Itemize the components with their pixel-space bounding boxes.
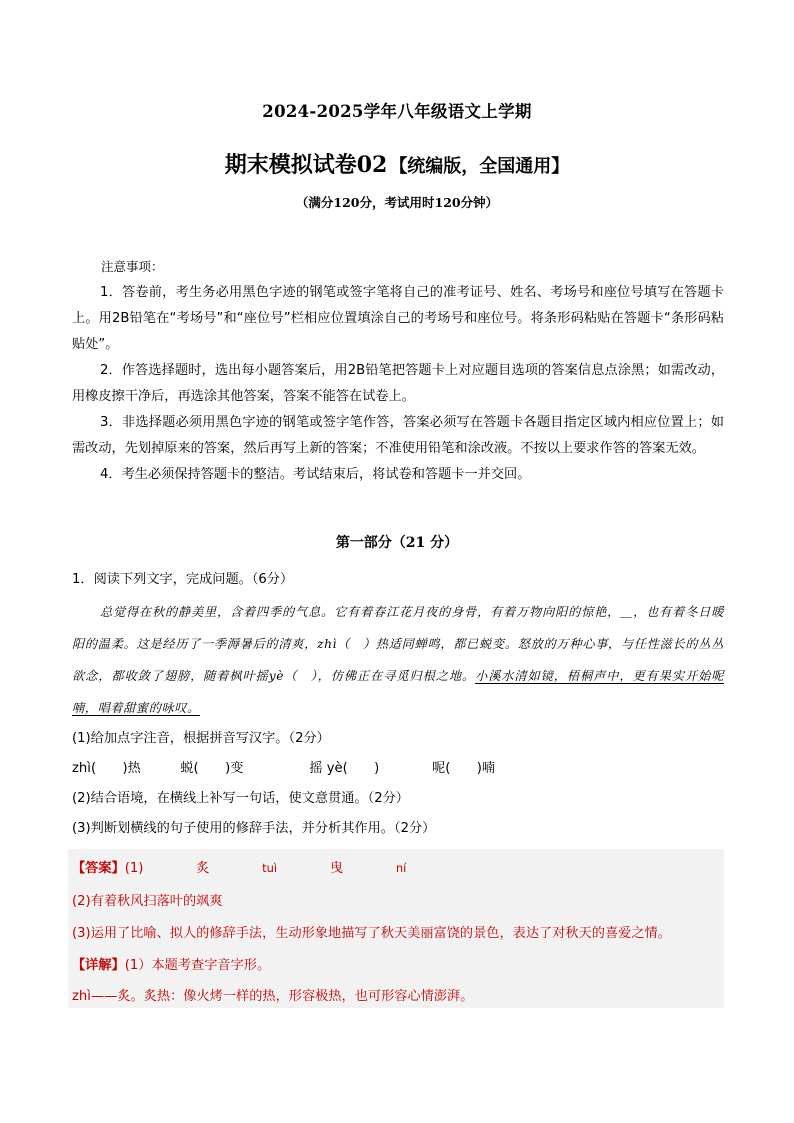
question-stem: 1．阅读下列文字，完成问题。（6分）: [72, 572, 294, 587]
answer-tag: 【答案】: [72, 861, 125, 876]
answer-value: ní: [395, 861, 407, 875]
sub-question-1: (1)给加点字注音，根据拼音写汉字。（2分）: [72, 731, 330, 746]
answer-value: tuì: [262, 861, 278, 875]
edition-label: 【统编版，全国通用】: [389, 156, 570, 177]
instructions-section: [72, 254, 724, 488]
answer-line-3: (3)运用了比喻、拟人的修辞手法，生动形象地描写了秋天美丽富饶的景色，表达了对秋天的喜爱之情。: [72, 926, 671, 941]
instruction-item: 2．作答选择题时，选出每小题答案后，用2B铅笔把答题卡上对应题目选项的答案信息点涂黑；如需改动，用橡皮擦干净后，再选涂其他答案，答案不能答在试卷上。: [72, 363, 724, 404]
instruction-item: 1．答卷前，考生务必用黑色字迹的钢笔或签字笔将自己的准考证号、姓名、考场号和座位号填写在答题卡上。用2B铅笔在“考场号”和“座位号”栏相应位置填涂自己的考场号和座位号。将条形码粘贴在答题卡“条形码粘贴处”。: [72, 285, 724, 352]
passage-text: 总觉得在秋的静美里，含着四季的气息。它有着春江花月夜的身骨，有着万物向阳的惊艳，＿，也有着冬日暖阳的温柔。这是经历了一季溽暑后的清爽，zhì（ ）热适同蝉鸣，都已蜕变。怒放的万种心事，与任性滋长的丛丛欲念，都收敛了翅膀，随着枫叶摇yè（ ），仿佛正在寻觅归根之地。: [72, 605, 724, 683]
fill-in-row: zhì( )热 蜕( )变 摇 yè( ) 呢( )喃: [72, 761, 496, 776]
detail-tag: 【详解】: [72, 958, 125, 973]
instructions-heading: 注意事项：: [101, 259, 164, 274]
answer-value: 炙: [196, 861, 210, 876]
detail-line-1: [72, 954, 270, 973]
exam-subtitle: （满分120分，考试用时120分钟）: [295, 195, 499, 210]
detail-text: (1）本题考查字音字形。: [124, 958, 271, 973]
main-title-text: 期末模拟试卷02: [224, 152, 388, 178]
main-title: [0, 148, 794, 179]
question-1: [72, 568, 724, 844]
answer-box: [68, 849, 724, 1008]
answer-line-1: [72, 857, 406, 876]
answer-prefix: (1): [124, 861, 144, 876]
year-title: 2024-2025学年八年级语文上学期: [262, 102, 532, 121]
answer-line-2: (2)有着秋风扫落叶的飒爽: [72, 894, 223, 909]
reading-passage: [72, 596, 724, 724]
detail-line-2: zhì——炙。炙热：像火烤一样的热，形容极热，也可形容心情澎湃。: [72, 989, 474, 1004]
sub-question-2: (2)结合语境，在横线上补写一句话，使文意贯通。（2分）: [72, 791, 409, 806]
instruction-item: 3．非选择题必须用黑色字迹的钢笔或签字笔作答，答案必须写在答题卡各题目指定区域内相应位置上；如需改动，先划掉原来的答案，然后再写上新的答案；不准使用铅笔和涂改液。不按以上要求作答的答案无效。: [72, 415, 724, 456]
answer-value: 曳: [329, 861, 344, 876]
part-title: 第一部分（21 分）: [335, 535, 459, 551]
sub-question-3: (3)判断划横线的句子使用的修辞手法，并分析其作用。（2分）: [72, 821, 436, 836]
instruction-item: 4．考生必须保持答题卡的整洁。考试结束后，将试卷和答题卡一并交回。: [100, 467, 531, 482]
underlined-sentence: 小溪水清如镜，梧桐声中，更有果实开始呢喃，唱着甜蜜的咏叹。: [72, 669, 724, 715]
